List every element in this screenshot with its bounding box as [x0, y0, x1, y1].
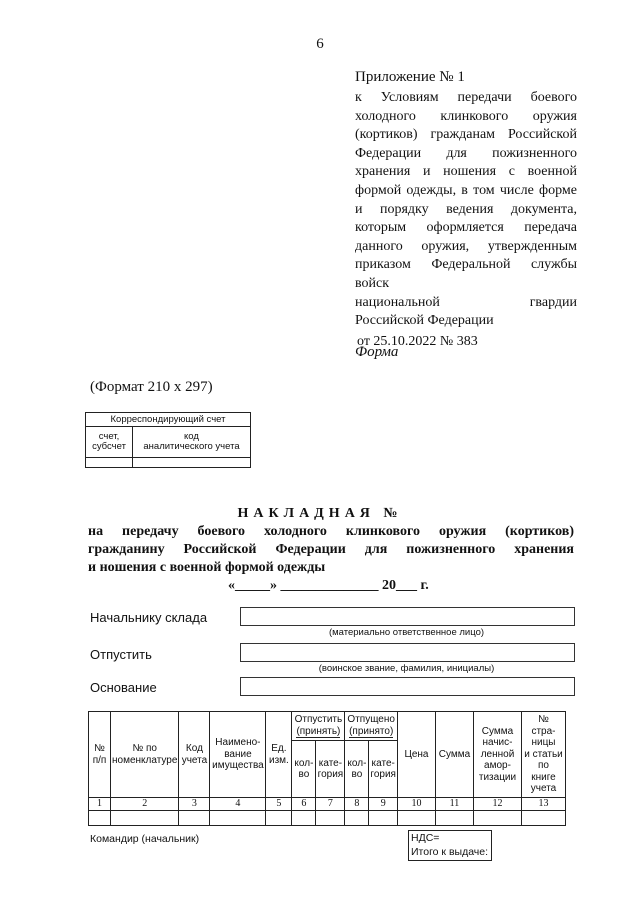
- th-text: гория: [317, 769, 344, 780]
- th-text: во: [351, 769, 363, 780]
- th-text: п/п: [92, 754, 107, 766]
- document-title: НАКЛАДНАЯ №: [237, 506, 403, 521]
- account-col-subaccount: [86, 427, 133, 458]
- appendix-line: Российской Федерации: [355, 313, 494, 329]
- field-label-warehouse: Начальнику склада: [90, 610, 208, 625]
- page-number: 6: [316, 36, 324, 52]
- col-number: 4: [210, 798, 266, 811]
- appendix-line: которым оформляется передача: [355, 220, 577, 236]
- appendix-body: [355, 89, 577, 331]
- th-text: и статьи: [524, 748, 563, 760]
- table-cell[interactable]: [397, 811, 435, 826]
- th-text: номенклатуре: [112, 754, 178, 766]
- col-number: 12: [473, 798, 521, 811]
- th-text: (принять): [296, 725, 341, 737]
- th-sum: Сумма: [435, 712, 473, 798]
- th-text: кате-: [318, 757, 343, 769]
- th-text: № по: [132, 743, 157, 754]
- th-text: стра-: [531, 725, 556, 737]
- th-text: тизации: [478, 771, 517, 783]
- th-text: кате-: [371, 757, 395, 769]
- th-text: ницы: [531, 737, 556, 749]
- th-text: начис-: [482, 737, 513, 749]
- document-subtitle: [88, 523, 574, 578]
- field-hint-warehouse: (материально ответственное лицо): [328, 627, 485, 638]
- th-text: учета: [530, 783, 557, 795]
- th-released-qty: [345, 741, 369, 798]
- field-label-basis: Основание: [90, 680, 157, 695]
- appendix-line: хранения и ношения с военной: [355, 164, 577, 180]
- col-number: 10: [397, 798, 435, 811]
- account-header: Корреспондирующий счет: [86, 413, 251, 427]
- subtitle-line: гражданину Российской Федерации для пожизненного хранения: [88, 542, 574, 558]
- forma-label: Форма: [355, 344, 399, 360]
- table-cell[interactable]: [473, 811, 521, 826]
- vat-label: НДС=: [411, 832, 440, 844]
- appendix-line: национальной гвардии: [355, 294, 577, 310]
- col-number: 9: [369, 798, 398, 811]
- th-text: изм.: [269, 754, 289, 766]
- account-col-analytic: [133, 427, 251, 458]
- document-date-line: «_____» ______________ 20___ г.: [228, 578, 429, 593]
- items-table: [88, 711, 566, 826]
- col-number: 3: [179, 798, 210, 811]
- account-col-text: аналитического учета: [143, 441, 240, 452]
- format-label: (Формат 210 х 297): [90, 379, 213, 395]
- th-text: №: [94, 743, 105, 754]
- table-cell[interactable]: [89, 811, 111, 826]
- th-text: по: [537, 760, 549, 772]
- th-text: (принято): [349, 725, 394, 737]
- th-text: Ед.: [271, 743, 287, 754]
- th-text: Код: [185, 743, 203, 754]
- th-text: №: [538, 714, 549, 726]
- field-hint-release: (воинское звание, фамилия, инициалы): [318, 663, 495, 674]
- appendix-line: данного оружия, утвержденным: [355, 238, 577, 254]
- account-col-text: код: [184, 431, 199, 443]
- th-text: Отпустить: [294, 714, 343, 725]
- table-row: [89, 811, 566, 826]
- th-text: кол-: [294, 757, 314, 769]
- th-text: во: [298, 769, 310, 780]
- th-nomenclature: [111, 712, 179, 798]
- total-label: Итого к выдаче:: [411, 845, 489, 858]
- field-input-basis[interactable]: [240, 677, 575, 696]
- th-release-qty: [292, 741, 316, 798]
- table-cell[interactable]: [111, 811, 179, 826]
- th-text: гория: [370, 769, 396, 780]
- appendix-line: (кортиков) гражданам Российской: [355, 127, 577, 143]
- account-table: [85, 412, 251, 468]
- th-text: кол-: [347, 757, 367, 769]
- th-text: книге: [531, 771, 556, 783]
- col-number: 5: [266, 798, 292, 811]
- th-release-group: [292, 712, 345, 741]
- col-number: 11: [435, 798, 473, 811]
- subtitle-line: и ношения с военной формой одежды: [88, 560, 326, 576]
- appendix-line: к Условиям передачи боевого: [355, 89, 577, 105]
- table-cell[interactable]: [266, 811, 292, 826]
- table-cell[interactable]: [369, 811, 398, 826]
- table-cell[interactable]: [292, 811, 316, 826]
- th-text: имущества: [212, 760, 264, 772]
- th-text: Сумма: [481, 725, 514, 737]
- table-cell[interactable]: [345, 811, 369, 826]
- field-input-warehouse[interactable]: [240, 607, 575, 626]
- table-cell[interactable]: [210, 811, 266, 826]
- table-cell[interactable]: [435, 811, 473, 826]
- appendix-title: Приложение № 1: [355, 69, 465, 85]
- subtitle-line: на передачу боевого холодного клинкового оружия (кортиков): [88, 524, 574, 539]
- account-cell-empty[interactable]: [133, 458, 251, 468]
- th-text: амор-: [484, 760, 511, 772]
- account-cell-empty[interactable]: [86, 458, 133, 468]
- col-number: 2: [111, 798, 179, 811]
- th-release-cat: [316, 741, 345, 798]
- totals-box: [408, 830, 492, 861]
- th-text: Отпущено: [347, 714, 395, 725]
- field-label-release: Отпустить: [90, 647, 152, 662]
- th-released-group: [345, 712, 398, 741]
- th-amortization: [473, 712, 521, 798]
- commander-label: Командир (начальник): [90, 833, 200, 845]
- field-input-release[interactable]: [240, 643, 575, 662]
- table-cell[interactable]: [316, 811, 345, 826]
- col-number: 8: [345, 798, 369, 811]
- account-col-text: счет,: [98, 431, 120, 443]
- table-cell[interactable]: [179, 811, 210, 826]
- account-col-text: субсчет: [92, 441, 126, 452]
- appendix-date: от 25.10.2022 № 383: [357, 333, 478, 349]
- appendix-line: холодного клинкового оружия: [355, 108, 577, 124]
- th-text: учета: [181, 754, 208, 766]
- appendix-line: приказом Федеральной службы войск: [355, 257, 577, 292]
- col-number: 7: [316, 798, 345, 811]
- col-number: 6: [292, 798, 316, 811]
- appendix-block: [355, 68, 577, 351]
- col-number: 13: [521, 798, 565, 811]
- appendix-line: формой одежды, в том числе форме: [355, 182, 577, 198]
- th-text: ленной: [480, 748, 515, 760]
- th-num: [89, 712, 111, 798]
- th-unit: [266, 712, 292, 798]
- th-price: Цена: [397, 712, 435, 798]
- th-name: [210, 712, 266, 798]
- th-page-article: [521, 712, 565, 798]
- th-released-cat: [369, 741, 398, 798]
- table-cell[interactable]: [521, 811, 565, 826]
- column-number-row: [89, 798, 566, 811]
- appendix-line: Федерации для пожизненного: [355, 145, 577, 161]
- th-text: Наимено-: [215, 737, 261, 749]
- th-text: вание: [224, 748, 252, 760]
- appendix-line: и порядку ведения документа,: [355, 201, 577, 217]
- col-number: 1: [89, 798, 111, 811]
- th-code: [179, 712, 210, 798]
